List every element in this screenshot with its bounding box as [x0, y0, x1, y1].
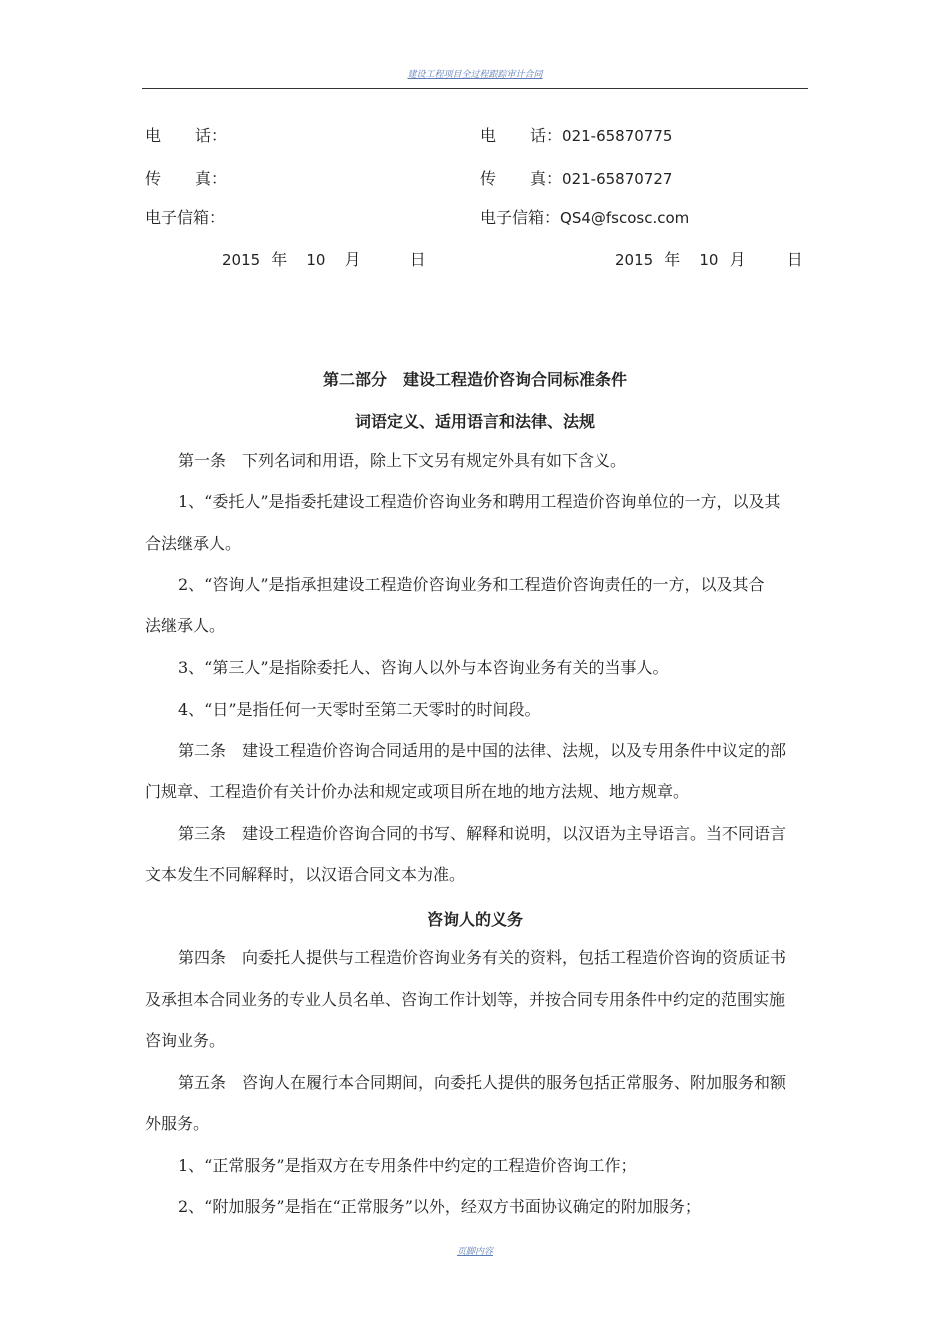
paragraph-def-4: 4、“日”是指任何一天零时至第二天零时的时间段。	[178, 700, 541, 719]
left-fax-row	[145, 169, 227, 189]
right-year-char: 年	[664, 250, 681, 269]
paragraph-article-3-line-2: 文本发生不同解释时，以汉语合同文本为准。	[145, 865, 466, 884]
paragraph-article-5-line-1: 第五条 咨询人在履行本合同期间，向委托人提供的服务包括正常服务、附加服务和额	[178, 1073, 787, 1092]
right-day-char: 日	[786, 250, 803, 269]
right-fax-label-a: 传	[480, 169, 497, 188]
right-date-row	[615, 250, 803, 270]
left-fax-label-b: 真：	[195, 169, 228, 188]
paragraph-service-2: 2、“附加服务”是指在“正常服务”以外，经双方书面协议确定的附加服务；	[178, 1197, 701, 1216]
paragraph-article-4-line-3: 咨询业务。	[145, 1031, 226, 1050]
paragraph-article-4-line-2: 及承担本合同业务的专业人员名单、咨询工作计划等，并按合同专用条件中约定的范围实施	[145, 990, 786, 1009]
footer-link[interactable]: 页脚内容	[456, 1247, 493, 1257]
paragraph-def-1-line-1: 1、“委托人”是指委托建设工程造价咨询业务和聘用工程造价咨询单位的一方，以及其	[178, 492, 781, 511]
right-phone-value: 021-65870775	[562, 127, 673, 145]
paragraph-article-5-line-2: 外服务。	[145, 1114, 210, 1133]
right-phone-label-b: 话：	[530, 126, 563, 145]
left-date-year: 2015	[222, 251, 261, 269]
paragraph-def-2-line-1: 2、“咨询人”是指承担建设工程造价咨询业务和工程造价咨询责任的一方，以及其合	[178, 575, 765, 594]
paragraph-def-2-line-2: 法继承人。	[145, 616, 226, 635]
left-email-label: 电子信箱：	[145, 208, 226, 227]
right-phone-row	[480, 126, 672, 146]
right-fax-value: 021-65870727	[562, 170, 673, 188]
left-date-month: 10	[306, 251, 326, 269]
paragraph-def-3: 3、“第三人”是指除委托人、咨询人以外与本咨询业务有关的当事人。	[178, 658, 669, 677]
right-fax-label-b: 真：	[530, 169, 563, 188]
left-month-char: 月	[344, 250, 361, 269]
paragraph-article-1: 第一条 下列名词和用语，除上下文另有规定外具有如下含义。	[178, 451, 627, 470]
paragraph-article-3-line-1: 第三条 建设工程造价咨询合同的书写、解释和说明，以汉语为主导语言。当不同语言	[178, 824, 787, 843]
left-date-row	[222, 250, 426, 270]
paragraph-article-4-line-1: 第四条 向委托人提供与工程造价咨询业务有关的资料，包括工程造价咨询的资质证书	[178, 948, 787, 967]
header-divider	[142, 88, 808, 89]
right-month-char: 月	[729, 250, 746, 269]
section-subtitle-2: 咨询人的义务	[426, 910, 523, 929]
header-link[interactable]: 建设工程项目全过程跟踪审计合同	[407, 70, 543, 80]
right-phone-label-a: 电	[480, 126, 497, 145]
paragraph-article-2-line-1: 第二条 建设工程造价咨询合同适用的是中国的法律、法规，以及专用条件中议定的部	[178, 741, 787, 760]
section-subtitle: 词语定义、适用语言和法律、法规	[354, 412, 595, 431]
left-email-row	[145, 208, 225, 228]
paragraph-def-1-line-2: 合法继承人。	[145, 534, 242, 553]
paragraph-article-2-line-2: 门规章、工程造价有关计价办法和规定或项目所在地的地方法规、地方规章。	[145, 782, 690, 801]
right-email-value: QS4@fscosc.com	[560, 209, 690, 227]
section-title: 第二部分 建设工程造价咨询合同标准条件	[322, 370, 627, 389]
right-fax-row	[480, 169, 672, 189]
paragraph-service-1: 1、“正常服务”是指双方在专用条件中约定的工程造价咨询工作；	[178, 1156, 637, 1175]
left-phone-row	[145, 126, 227, 146]
right-date-month: 10	[699, 251, 719, 269]
left-fax-label-a: 传	[145, 169, 162, 188]
right-date-year: 2015	[615, 251, 654, 269]
left-phone-label-b: 话：	[195, 126, 228, 145]
left-day-char: 日	[409, 250, 426, 269]
left-phone-label-a: 电	[145, 126, 162, 145]
right-email-row	[480, 208, 689, 228]
right-email-label: 电子信箱：	[480, 208, 561, 227]
left-year-char: 年	[271, 250, 288, 269]
